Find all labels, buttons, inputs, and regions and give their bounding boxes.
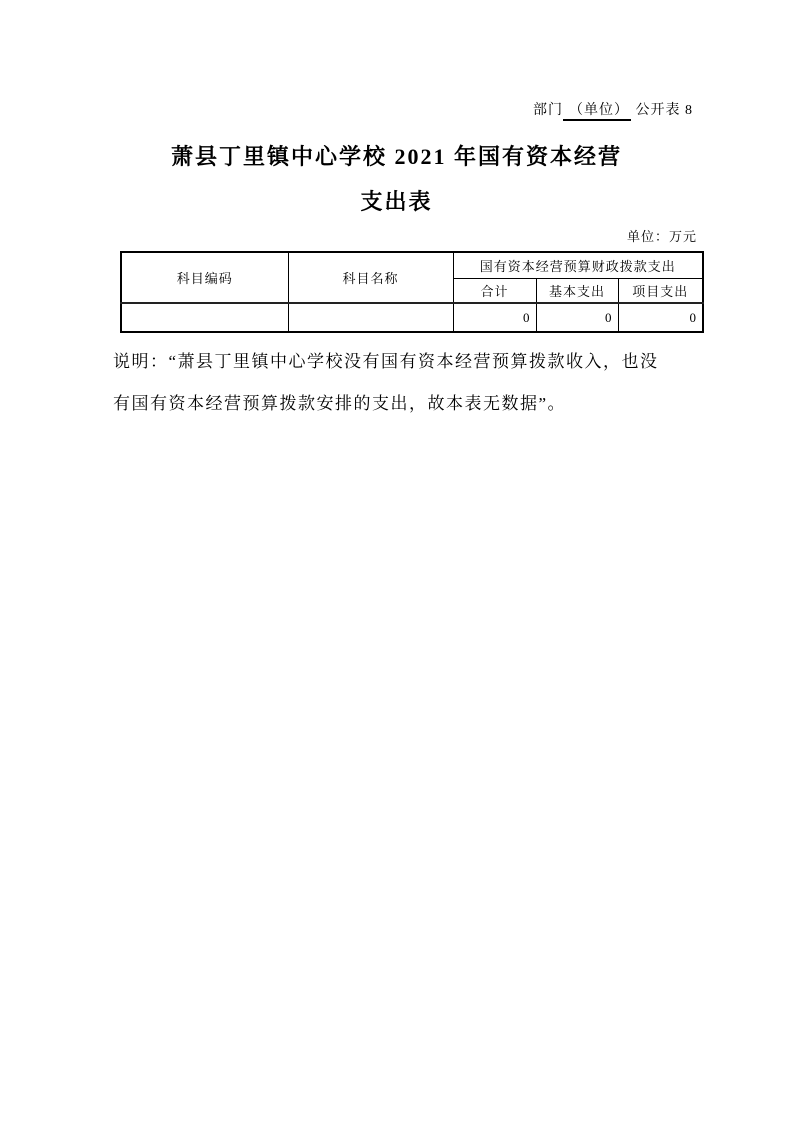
group-header-fiscal-appropriation-expense: 国有资本经营预算财政拨款支出 [453,252,703,278]
note-line-1: 说明：“萧县丁里镇中心学校没有国有资本经营预算拨款收入，也没 [113,352,659,371]
expenditure-table [120,251,704,333]
cell-subject-code [121,303,288,332]
sub-header-basic-expense: 基本支出 [536,278,618,303]
table-header-row-1 [121,252,703,278]
cell-total-value: 0 [453,303,536,332]
col-header-subject-name: 科目名称 [288,252,453,303]
table-data-row [121,303,703,332]
note-line-2: 有国有资本经营预算拨款安排的支出，故本表无数据”。 [113,394,567,413]
page-title-line-2: 支出表 [360,189,433,214]
sub-header-project-expense: 项目支出 [618,278,703,303]
note-paragraph [113,341,713,425]
page-title-line-1: 萧县丁里镇中心学校 2021 年国有资本经营 [170,144,622,169]
cell-basic-value: 0 [536,303,618,332]
form-number-suffix: 公开表 8 [635,103,693,118]
form-number-prefix: 部门 [533,103,563,118]
col-header-subject-code: 科目编码 [121,252,288,303]
page-title [0,140,793,218]
cell-project-value: 0 [618,303,703,332]
form-number-label [533,99,693,119]
underlined-unit-blank: （单位） [563,103,631,121]
unit-label: 单位：万元 [626,229,697,244]
cell-subject-name [288,303,453,332]
sub-header-total: 合计 [453,278,536,303]
